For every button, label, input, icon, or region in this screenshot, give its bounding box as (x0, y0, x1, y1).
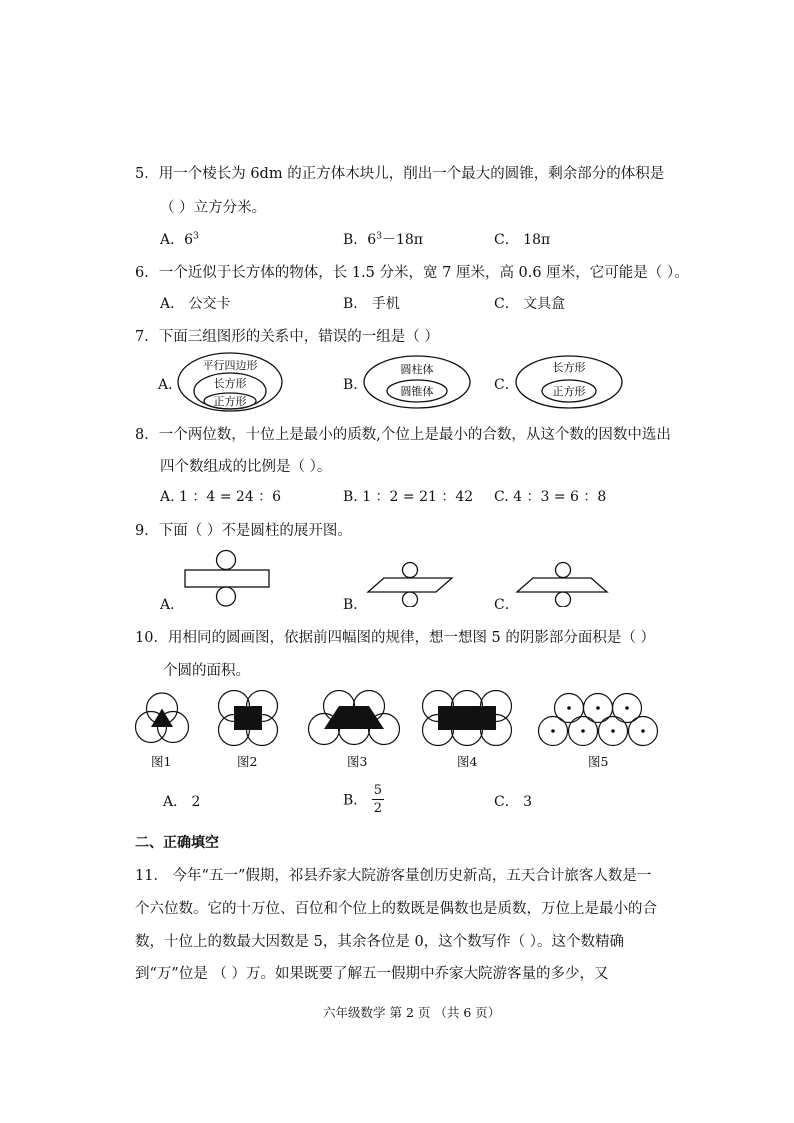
q7-a-outer-label: 平行四边形 (202, 359, 258, 372)
fig5-center-dot (641, 729, 645, 733)
fig5-center-dot (581, 729, 585, 733)
q9-c-top-circle (556, 563, 571, 578)
q7-option-a-diagram (176, 351, 286, 413)
fig5-center-dot (611, 729, 615, 733)
q11-line-4: 到“万”位是 （ ）万。如果既要了解五一假期中乔家大院游客量的多少，又 (135, 966, 609, 982)
q7-a-mid-label: 长方形 (213, 377, 247, 390)
fig5-center-dot (625, 706, 629, 710)
q11-line-1: 11． 今年“五一”假期，祁县乔家大院游客量创历史新高，五天合计旅客人数是一 (135, 868, 652, 884)
q5-option-a-label: A． (160, 232, 185, 248)
q10-option-b (343, 784, 384, 815)
q5-option-b-exp: 3 (376, 231, 382, 242)
q8-option-b: B. 1 ：2 = 21 ：42 (343, 489, 474, 505)
q10-option-b-fraction (372, 784, 384, 815)
q9-b-bottom-circle (403, 592, 418, 607)
q10-fig2-caption: 图2 (237, 754, 258, 769)
q10-fig1-caption: 图1 (151, 754, 172, 769)
q5-option-a (160, 229, 199, 249)
q9-a-top-circle (217, 551, 236, 570)
q8-stem-cont: 四个数组成的比例是（ ）。 (160, 459, 332, 475)
q7-b-inner-label: 圆锥体 (400, 385, 434, 398)
q9-option-b-net (366, 561, 456, 607)
q9-option-a-label: A． (160, 597, 185, 613)
q5-option-b-label: B． (343, 232, 368, 248)
q5-option-a-base: 6 (184, 232, 194, 248)
q7-option-b-label: B． (343, 377, 368, 393)
q9-b-top-circle (403, 563, 418, 578)
q10-fig5-caption: 图5 (588, 754, 609, 769)
q7-c-inner-label: 正方形 (552, 385, 586, 398)
q10-stem: 10．用相同的圆画图，依据前四幅图的规律，想一想图 5 的阴影部分面积是（ ） (135, 630, 656, 646)
page-footer: 六年级数学 第 2 页 （共 6 页） (323, 1005, 501, 1020)
q5-option-b (343, 229, 423, 249)
q10-stem-cont: 个圆的面积。 (163, 663, 250, 679)
q10-option-b-label: B． (343, 792, 368, 809)
q6-option-a: A． 公交卡 (160, 296, 231, 312)
q10-figure-2 (216, 690, 280, 746)
q6-option-c: C． 文具盒 (494, 296, 566, 312)
q6-stem: 6．一个近似于长方体的物体，长 1.5 分米，宽 7 厘米，高 0.6 厘米，它可能是（ ）。 (135, 265, 689, 281)
q9-option-c-net (515, 561, 611, 607)
section-title: 二、正确填空 (135, 835, 219, 851)
fig2-shaded-square (234, 706, 262, 730)
q7-c-outer-label: 长方形 (552, 361, 586, 374)
q7-option-c-diagram (514, 354, 624, 410)
q5-option-b-base: 6 (367, 232, 377, 248)
q10-figure-5 (535, 692, 661, 748)
q7-stem: 7．下面三组图形的关系中，错误的一组是（ ） (135, 329, 439, 345)
q5-stem-cont: （ ）立方分米。 (160, 200, 267, 216)
q10-option-b-denominator: 2 (373, 801, 383, 816)
q9-c-trapezoid (517, 578, 607, 592)
q9-stem: 9．下面（ ）不是圆柱的展开图。 (135, 523, 352, 539)
fig3-shaded-trapezoid (324, 706, 384, 729)
q11-line-3: 数，十位上的数最大因数是 5，其余各位是 0，这个数写作（ ）。这个数精确 (135, 934, 625, 950)
q8-option-a: A. 1 ：4 = 24 ：6 (160, 489, 282, 505)
q10-figure-1 (134, 692, 190, 746)
q5-option-a-exp: 3 (193, 231, 199, 242)
q10-fig3-caption: 图3 (347, 754, 368, 769)
q9-b-parallelogram (368, 578, 452, 592)
q9-option-c-label: C． (494, 597, 519, 613)
q9-a-bottom-circle (217, 587, 236, 606)
q10-option-a: A． 2 (163, 794, 201, 810)
q7-a-inner-label: 正方形 (213, 395, 247, 408)
q8-stem: 8．一个两位数，十位上是最小的质数,个位上是最小的合数，从这个数的因数中选出 (135, 427, 671, 443)
q10-option-c: C． 3 (494, 794, 533, 810)
q5-option-b-rest: －18π (381, 232, 423, 248)
q10-figure-4 (421, 690, 513, 746)
fig4-shaded-rectangle (438, 706, 496, 730)
q7-b-outer-label: 圆柱体 (400, 363, 434, 376)
q10-option-b-numerator: 5 (373, 783, 383, 798)
q11-line-2: 个六位数。它的十万位、百位和个位上的数既是偶数也是质数，万位上是最小的合 (135, 901, 657, 917)
q9-c-bottom-circle (556, 592, 571, 607)
q5-stem: 5．用一个棱长为 6dm 的正方体木块儿，削出一个最大的圆锥，剩余部分的体积是 (135, 166, 665, 182)
fig5-center-dot (596, 706, 600, 710)
q7-option-c-label: C． (494, 377, 519, 393)
q9-option-a-net (180, 549, 275, 607)
q9-option-b-label: B． (343, 597, 368, 613)
q5-option-c: C． 18π (494, 232, 551, 248)
q8-option-c: C. 4 ：3 = 6 ：8 (494, 489, 607, 505)
q10-figure-3 (307, 690, 403, 746)
q7-option-b-diagram (362, 354, 472, 410)
q7-option-a-label: A． (158, 377, 183, 393)
q6-option-b: B． 手机 (343, 296, 400, 312)
q9-a-rectangle (185, 570, 269, 587)
q10-fig4-caption: 图4 (457, 754, 478, 769)
fig5-center-dot (567, 706, 571, 710)
fig5-center-dot (551, 729, 555, 733)
